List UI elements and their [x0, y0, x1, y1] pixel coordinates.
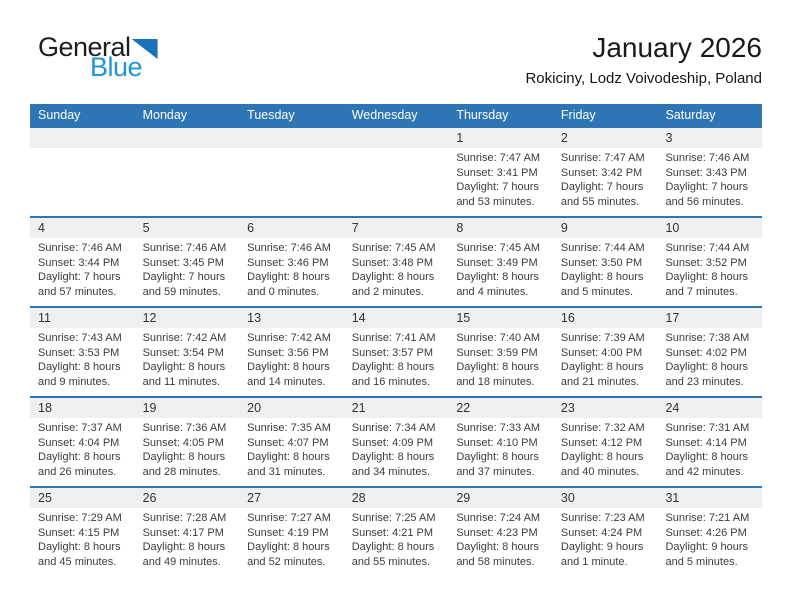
day-number-26: 26: [142, 491, 157, 505]
day-cell-1: [448, 148, 553, 214]
day-cell-4: [30, 238, 135, 304]
day-cell-5: [135, 238, 240, 304]
day-29-sunrise: Sunrise: 7:24 AM: [456, 512, 541, 524]
location-subtitle: Rokiciny, Lodz Voivodeship, Poland: [525, 70, 762, 87]
day-number-5: 5: [142, 221, 150, 235]
day-1-daylight2: and 53 minutes.: [456, 195, 535, 208]
day-15-daylight2: and 18 minutes.: [456, 375, 535, 388]
day-10-sunset: Sunset: 3:52 PM: [665, 256, 747, 269]
weekday-header-saturday: Saturday: [665, 108, 716, 122]
day-24-sunset: Sunset: 4:14 PM: [665, 436, 747, 449]
day-6-sunset: Sunset: 3:46 PM: [247, 256, 329, 269]
day-number-strip: [30, 398, 762, 418]
day-3-daylight1: Daylight: 7 hours: [665, 181, 749, 193]
week-row-3: [30, 306, 762, 396]
day-number-strip: [30, 218, 762, 238]
day-7-sunset: Sunset: 3:48 PM: [351, 256, 434, 269]
day-5-daylight2: and 59 minutes.: [142, 285, 221, 298]
day-9-sunset: Sunset: 3:50 PM: [560, 256, 643, 269]
day-number-6: 6: [247, 221, 255, 235]
day-27-daylight2: and 52 minutes.: [247, 555, 326, 568]
day-26-sunset: Sunset: 4:17 PM: [142, 526, 224, 539]
day-4-daylight2: and 57 minutes.: [38, 285, 117, 298]
day-number-empty: [344, 128, 449, 148]
day-1-daylight1: Daylight: 7 hours: [456, 181, 539, 193]
day-number-9: 9: [560, 221, 568, 235]
day-30-daylight1: Daylight: 9 hours: [560, 541, 644, 553]
day-13-sunrise: Sunrise: 7:42 AM: [247, 332, 331, 344]
day-number-10: 10: [665, 221, 680, 235]
day-28-daylight1: Daylight: 8 hours: [351, 541, 435, 553]
day-16-daylight1: Daylight: 8 hours: [560, 361, 644, 373]
day-12-daylight2: and 11 minutes.: [142, 375, 221, 388]
day-26-daylight1: Daylight: 8 hours: [142, 541, 226, 553]
day-cell-8: [448, 238, 553, 304]
day-13-daylight2: and 14 minutes.: [247, 375, 326, 388]
day-14-sunrise: Sunrise: 7:41 AM: [351, 332, 436, 344]
day-4-sunset: Sunset: 3:44 PM: [38, 256, 120, 269]
logo-text-general: General: [38, 32, 131, 62]
day-number-strip: [30, 308, 762, 328]
day-15-sunrise: Sunrise: 7:40 AM: [456, 332, 541, 344]
day-29-daylight1: Daylight: 8 hours: [456, 541, 539, 553]
day-number-18: 18: [38, 401, 52, 415]
day-6-sunrise: Sunrise: 7:46 AM: [247, 242, 331, 254]
day-2-daylight2: and 55 minutes.: [560, 195, 640, 208]
day-cell-23: [553, 418, 658, 484]
title-block: [525, 34, 762, 86]
day-cell-30: [553, 508, 658, 574]
day-number-17: 17: [665, 311, 680, 325]
calendar-grid: [30, 126, 762, 576]
day-24-daylight2: and 42 minutes.: [665, 465, 744, 478]
day-20-sunset: Sunset: 4:07 PM: [247, 436, 329, 449]
day-cell-16: [553, 328, 658, 394]
day-number-31: 31: [665, 491, 680, 505]
day-27-sunset: Sunset: 4:19 PM: [247, 526, 329, 539]
day-number-7: 7: [351, 221, 359, 235]
day-7-daylight2: and 2 minutes.: [351, 285, 424, 298]
day-number-strip: [30, 128, 762, 148]
day-details-row: [30, 418, 762, 484]
day-cell-9: [553, 238, 658, 304]
day-17-sunrise: Sunrise: 7:38 AM: [665, 332, 750, 344]
day-21-daylight1: Daylight: 8 hours: [351, 451, 435, 463]
day-4-daylight1: Daylight: 7 hours: [38, 271, 121, 283]
day-number-29: 29: [456, 491, 471, 505]
day-6-daylight1: Daylight: 8 hours: [247, 271, 330, 283]
day-number-3: 3: [665, 131, 673, 145]
day-number-12: 12: [142, 311, 157, 325]
day-number-1: 1: [456, 131, 464, 145]
day-29-sunset: Sunset: 4:23 PM: [456, 526, 538, 539]
day-22-daylight1: Daylight: 8 hours: [456, 451, 539, 463]
day-27-daylight1: Daylight: 8 hours: [247, 541, 330, 553]
day-cell-28: [344, 508, 449, 574]
day-22-daylight2: and 37 minutes.: [456, 465, 535, 478]
day-9-sunrise: Sunrise: 7:44 AM: [560, 242, 645, 254]
day-10-daylight1: Daylight: 8 hours: [665, 271, 749, 283]
day-2-daylight1: Daylight: 7 hours: [560, 181, 644, 193]
day-cell-empty: [30, 148, 135, 214]
day-cell-empty: [344, 148, 449, 214]
day-23-daylight2: and 40 minutes.: [560, 465, 640, 478]
day-cell-15: [448, 328, 553, 394]
day-9-daylight2: and 5 minutes.: [560, 285, 634, 298]
day-number-8: 8: [456, 221, 464, 235]
day-21-daylight2: and 34 minutes.: [351, 465, 431, 478]
day-15-sunset: Sunset: 3:59 PM: [456, 346, 538, 359]
day-11-daylight1: Daylight: 8 hours: [38, 361, 121, 373]
day-18-daylight1: Daylight: 8 hours: [38, 451, 121, 463]
day-20-daylight1: Daylight: 8 hours: [247, 451, 330, 463]
day-number-20: 20: [247, 401, 262, 415]
day-17-sunset: Sunset: 4:02 PM: [665, 346, 747, 359]
day-2-sunset: Sunset: 3:42 PM: [560, 166, 643, 179]
day-cell-24: [657, 418, 762, 484]
day-7-daylight1: Daylight: 8 hours: [351, 271, 435, 283]
day-12-sunrise: Sunrise: 7:42 AM: [142, 332, 227, 344]
day-cell-25: [30, 508, 135, 574]
day-cell-27: [239, 508, 344, 574]
day-21-sunrise: Sunrise: 7:34 AM: [351, 422, 436, 434]
day-number-27: 27: [247, 491, 262, 505]
day-cell-29: [448, 508, 553, 574]
day-cell-3: [657, 148, 762, 214]
day-25-daylight1: Daylight: 8 hours: [38, 541, 121, 553]
day-11-daylight2: and 9 minutes.: [38, 375, 111, 388]
day-number-24: 24: [665, 401, 680, 415]
day-cell-12: [135, 328, 240, 394]
day-3-sunset: Sunset: 3:43 PM: [665, 166, 747, 179]
day-27-sunrise: Sunrise: 7:27 AM: [247, 512, 331, 524]
day-24-daylight1: Daylight: 8 hours: [665, 451, 749, 463]
day-11-sunrise: Sunrise: 7:43 AM: [38, 332, 122, 344]
day-25-sunrise: Sunrise: 7:29 AM: [38, 512, 122, 524]
day-number-21: 21: [351, 401, 366, 415]
day-number-25: 25: [38, 491, 52, 505]
logo-text-blue: Blue: [90, 52, 143, 82]
day-cell-31: [657, 508, 762, 574]
day-14-daylight1: Daylight: 8 hours: [351, 361, 435, 373]
day-26-sunrise: Sunrise: 7:28 AM: [142, 512, 227, 524]
day-cell-6: [239, 238, 344, 304]
day-number-28: 28: [351, 491, 366, 505]
day-3-sunrise: Sunrise: 7:46 AM: [665, 152, 750, 164]
day-cell-7: [344, 238, 449, 304]
day-number-empty: [239, 128, 344, 148]
day-31-sunset: Sunset: 4:26 PM: [665, 526, 747, 539]
day-number-empty: [135, 128, 240, 148]
day-3-daylight2: and 56 minutes.: [665, 195, 744, 208]
day-1-sunrise: Sunrise: 7:47 AM: [456, 152, 541, 164]
day-16-sunrise: Sunrise: 7:39 AM: [560, 332, 645, 344]
page-title: January 2026: [592, 32, 762, 63]
weekday-header-wednesday: Wednesday: [351, 108, 418, 122]
day-5-daylight1: Daylight: 7 hours: [142, 271, 226, 283]
day-cell-18: [30, 418, 135, 484]
day-number-11: 11: [38, 311, 51, 325]
day-cell-17: [657, 328, 762, 394]
weekday-header-sunday: Sunday: [38, 108, 81, 122]
day-10-daylight2: and 7 minutes.: [665, 285, 738, 298]
day-cell-empty: [135, 148, 240, 214]
day-number-strip: [30, 488, 762, 508]
day-25-sunset: Sunset: 4:15 PM: [38, 526, 120, 539]
day-14-daylight2: and 16 minutes.: [351, 375, 431, 388]
day-28-daylight2: and 55 minutes.: [351, 555, 431, 568]
day-20-sunrise: Sunrise: 7:35 AM: [247, 422, 331, 434]
day-21-sunset: Sunset: 4:09 PM: [351, 436, 434, 449]
day-30-sunrise: Sunrise: 7:23 AM: [560, 512, 645, 524]
day-30-daylight2: and 1 minute.: [560, 555, 628, 568]
day-24-sunrise: Sunrise: 7:31 AM: [665, 422, 750, 434]
day-details-row: [30, 328, 762, 394]
day-number-16: 16: [560, 311, 575, 325]
day-number-15: 15: [456, 311, 471, 325]
week-row-2: [30, 216, 762, 306]
day-29-daylight2: and 58 minutes.: [456, 555, 535, 568]
day-28-sunrise: Sunrise: 7:25 AM: [351, 512, 436, 524]
day-18-daylight2: and 26 minutes.: [38, 465, 117, 478]
day-1-sunset: Sunset: 3:41 PM: [456, 166, 538, 179]
weekday-header-row: [30, 104, 762, 126]
day-23-sunrise: Sunrise: 7:32 AM: [560, 422, 645, 434]
day-8-daylight1: Daylight: 8 hours: [456, 271, 539, 283]
day-cell-11: [30, 328, 135, 394]
day-cell-19: [135, 418, 240, 484]
day-26-daylight2: and 49 minutes.: [142, 555, 221, 568]
day-9-daylight1: Daylight: 8 hours: [560, 271, 644, 283]
day-5-sunrise: Sunrise: 7:46 AM: [142, 242, 227, 254]
day-13-daylight1: Daylight: 8 hours: [247, 361, 330, 373]
weekday-header-tuesday: Tuesday: [247, 108, 295, 122]
day-2-sunrise: Sunrise: 7:47 AM: [560, 152, 645, 164]
day-6-daylight2: and 0 minutes.: [247, 285, 320, 298]
week-row-5: [30, 486, 762, 576]
day-number-4: 4: [38, 221, 45, 235]
day-17-daylight1: Daylight: 8 hours: [665, 361, 749, 373]
day-25-daylight2: and 45 minutes.: [38, 555, 117, 568]
day-cell-10: [657, 238, 762, 304]
day-18-sunset: Sunset: 4:04 PM: [38, 436, 120, 449]
day-number-13: 13: [247, 311, 262, 325]
day-11-sunset: Sunset: 3:53 PM: [38, 346, 120, 359]
day-cell-20: [239, 418, 344, 484]
general-blue-logo: [30, 34, 158, 81]
day-cell-26: [135, 508, 240, 574]
day-details-row: [30, 148, 762, 214]
day-20-daylight2: and 31 minutes.: [247, 465, 326, 478]
day-19-sunrise: Sunrise: 7:36 AM: [142, 422, 227, 434]
day-19-daylight2: and 28 minutes.: [142, 465, 221, 478]
day-8-sunset: Sunset: 3:49 PM: [456, 256, 538, 269]
day-31-daylight2: and 5 minutes.: [665, 555, 738, 568]
day-4-sunrise: Sunrise: 7:46 AM: [38, 242, 122, 254]
week-row-4: [30, 396, 762, 486]
day-number-19: 19: [142, 401, 157, 415]
calendar: [30, 104, 762, 576]
day-23-sunset: Sunset: 4:12 PM: [560, 436, 643, 449]
day-cell-13: [239, 328, 344, 394]
day-cell-21: [344, 418, 449, 484]
day-23-daylight1: Daylight: 8 hours: [560, 451, 644, 463]
day-5-sunset: Sunset: 3:45 PM: [142, 256, 224, 269]
day-8-daylight2: and 4 minutes.: [456, 285, 529, 298]
day-details-row: [30, 508, 762, 574]
day-19-sunset: Sunset: 4:05 PM: [142, 436, 224, 449]
day-13-sunset: Sunset: 3:56 PM: [247, 346, 329, 359]
day-31-sunrise: Sunrise: 7:21 AM: [665, 512, 750, 524]
day-cell-2: [553, 148, 658, 214]
day-31-daylight1: Daylight: 9 hours: [665, 541, 749, 553]
day-cell-empty: [239, 148, 344, 214]
day-number-2: 2: [560, 131, 568, 145]
day-15-daylight1: Daylight: 8 hours: [456, 361, 539, 373]
day-number-empty: [30, 128, 135, 148]
day-30-sunset: Sunset: 4:24 PM: [560, 526, 643, 539]
day-12-sunset: Sunset: 3:54 PM: [142, 346, 224, 359]
day-22-sunset: Sunset: 4:10 PM: [456, 436, 538, 449]
day-number-23: 23: [560, 401, 575, 415]
day-22-sunrise: Sunrise: 7:33 AM: [456, 422, 541, 434]
day-14-sunset: Sunset: 3:57 PM: [351, 346, 434, 359]
weekday-header-monday: Monday: [142, 108, 188, 122]
weekday-header-friday: Friday: [560, 108, 596, 122]
day-12-daylight1: Daylight: 8 hours: [142, 361, 226, 373]
day-28-sunset: Sunset: 4:21 PM: [351, 526, 434, 539]
day-number-22: 22: [456, 401, 471, 415]
day-16-sunset: Sunset: 4:00 PM: [560, 346, 643, 359]
day-8-sunrise: Sunrise: 7:45 AM: [456, 242, 541, 254]
day-7-sunrise: Sunrise: 7:45 AM: [351, 242, 436, 254]
day-cell-22: [448, 418, 553, 484]
day-number-14: 14: [351, 311, 366, 325]
day-19-daylight1: Daylight: 8 hours: [142, 451, 226, 463]
day-18-sunrise: Sunrise: 7:37 AM: [38, 422, 122, 434]
day-10-sunrise: Sunrise: 7:44 AM: [665, 242, 750, 254]
day-cell-14: [344, 328, 449, 394]
day-16-daylight2: and 21 minutes.: [560, 375, 640, 388]
day-number-30: 30: [560, 491, 575, 505]
week-row-1: [30, 126, 762, 216]
day-details-row: [30, 238, 762, 304]
weekday-header-thursday: Thursday: [456, 108, 509, 122]
page-header: [0, 0, 792, 104]
day-17-daylight2: and 23 minutes.: [665, 375, 744, 388]
